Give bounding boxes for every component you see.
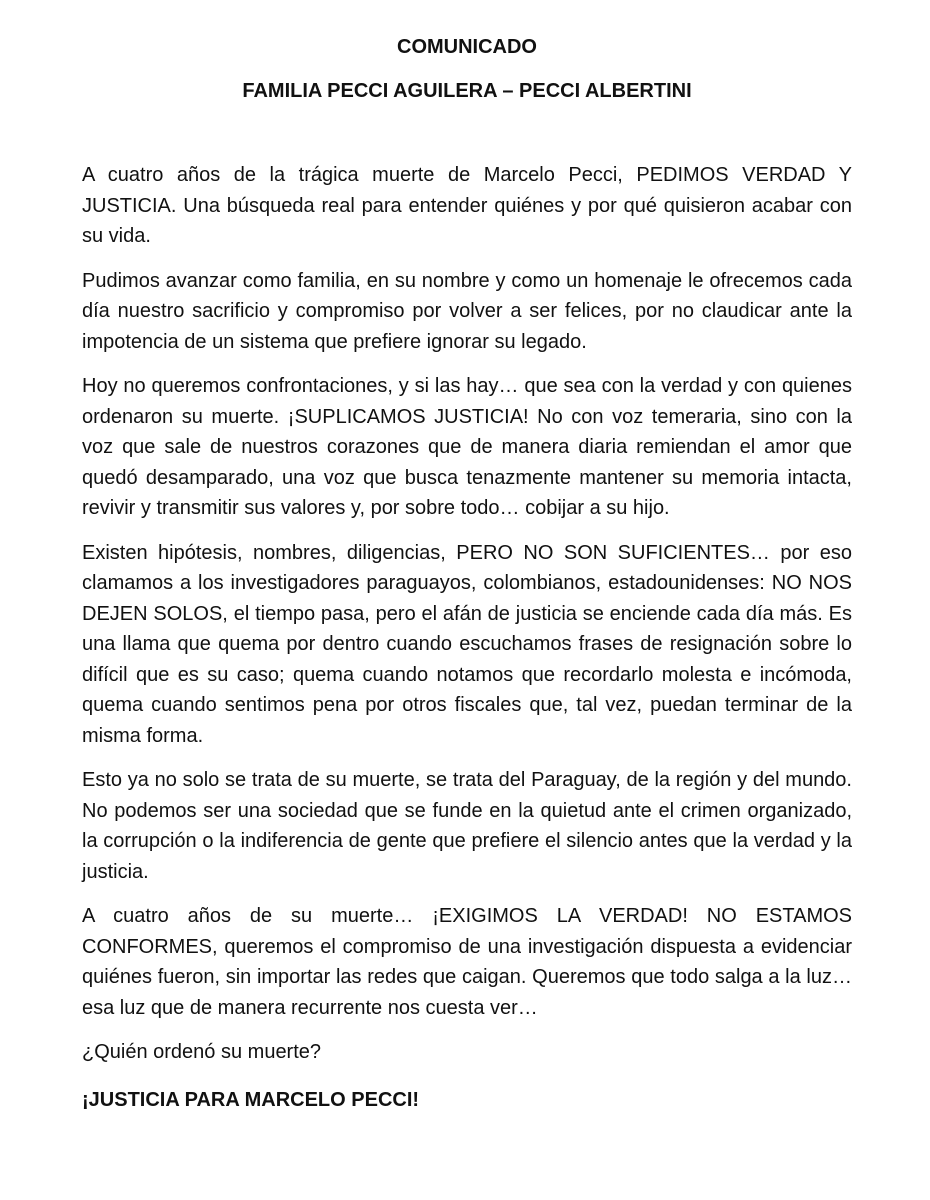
paragraph-2: Pudimos avanzar como familia, en su nombre y como un homenaje le ofrecemos cada día nuestro sacrificio y compromiso por volver a ser felices, por no claudicar ante la impotencia de un sistema que prefiere ignorar su legado. — [82, 269, 852, 353]
paragraph-4: Existen hipótesis, nombres, diligencias, PERO NO SON SUFICIENTES… por eso clamamos a los investigadores paraguayos, colombianos, estadounidenses: NO NOS DEJEN SOLOS, el tiempo pasa, pero el afán de justicia se enciende cada día más. Es una llama que quema por dentro cuando escuchamos frases de resignación sobre lo difícil que es su caso; quema cuando notamos que recordarlo molesta e incómoda, quema cuando sentimos pena por otros fiscales que, tal vez, puedan terminar de la misma forma. — [82, 541, 852, 747]
paragraph-6: A cuatro años de su muerte… ¡EXIGIMOS LA VERDAD! NO ESTAMOS CONFORMES, queremos el compromiso de una investigación dispuesta a evidenciar quiénes fueron, sin importar las redes que caigan. Queremos que todo salga a la luz… esa luz que de manera recurrente nos cuesta ver… — [82, 905, 852, 1019]
document-subtitle: FAMILIA PECCI AGUILERA – PECCI ALBERTINI — [242, 80, 692, 102]
closing-question: ¿Quién ordenó su muerte? — [82, 1041, 322, 1063]
paragraph-1: A cuatro años de la trágica muerte de Marcelo Pecci, PEDIMOS VERDAD Y JUSTICIA. Una búsqueda real para entender quiénes y por qué quisieron acabar con su vida. — [82, 164, 852, 247]
paragraph-3: Hoy no queremos confrontaciones, y si las hay… que sea con la verdad y con quienes ordenaron su muerte. ¡SUPLICAMOS JUSTICIA! No con voz temeraria, sino con la voz que sale de nuestros corazones que de manera diaria remiendan el amor que quedó desamparado, una voz que busca tenazmente mantener su memoria intacta, revivir y transmitir sus valores y, por sobre todo… cobijar a su hijo. — [82, 375, 852, 519]
document-title: COMUNICADO — [397, 36, 537, 58]
document-page — [82, 34, 852, 1133]
closing-statement: ¡JUSTICIA PARA MARCELO PECCI! — [82, 1089, 420, 1111]
paragraph-5: Esto ya no solo se trata de su muerte, se trata del Paraguay, de la región y del mundo. No podemos ser una sociedad que se funde en la quietud ante el crimen organizado, la corrupción o la indiferencia de gente que prefiere el silencio antes que la verdad y la justicia. — [82, 769, 852, 883]
